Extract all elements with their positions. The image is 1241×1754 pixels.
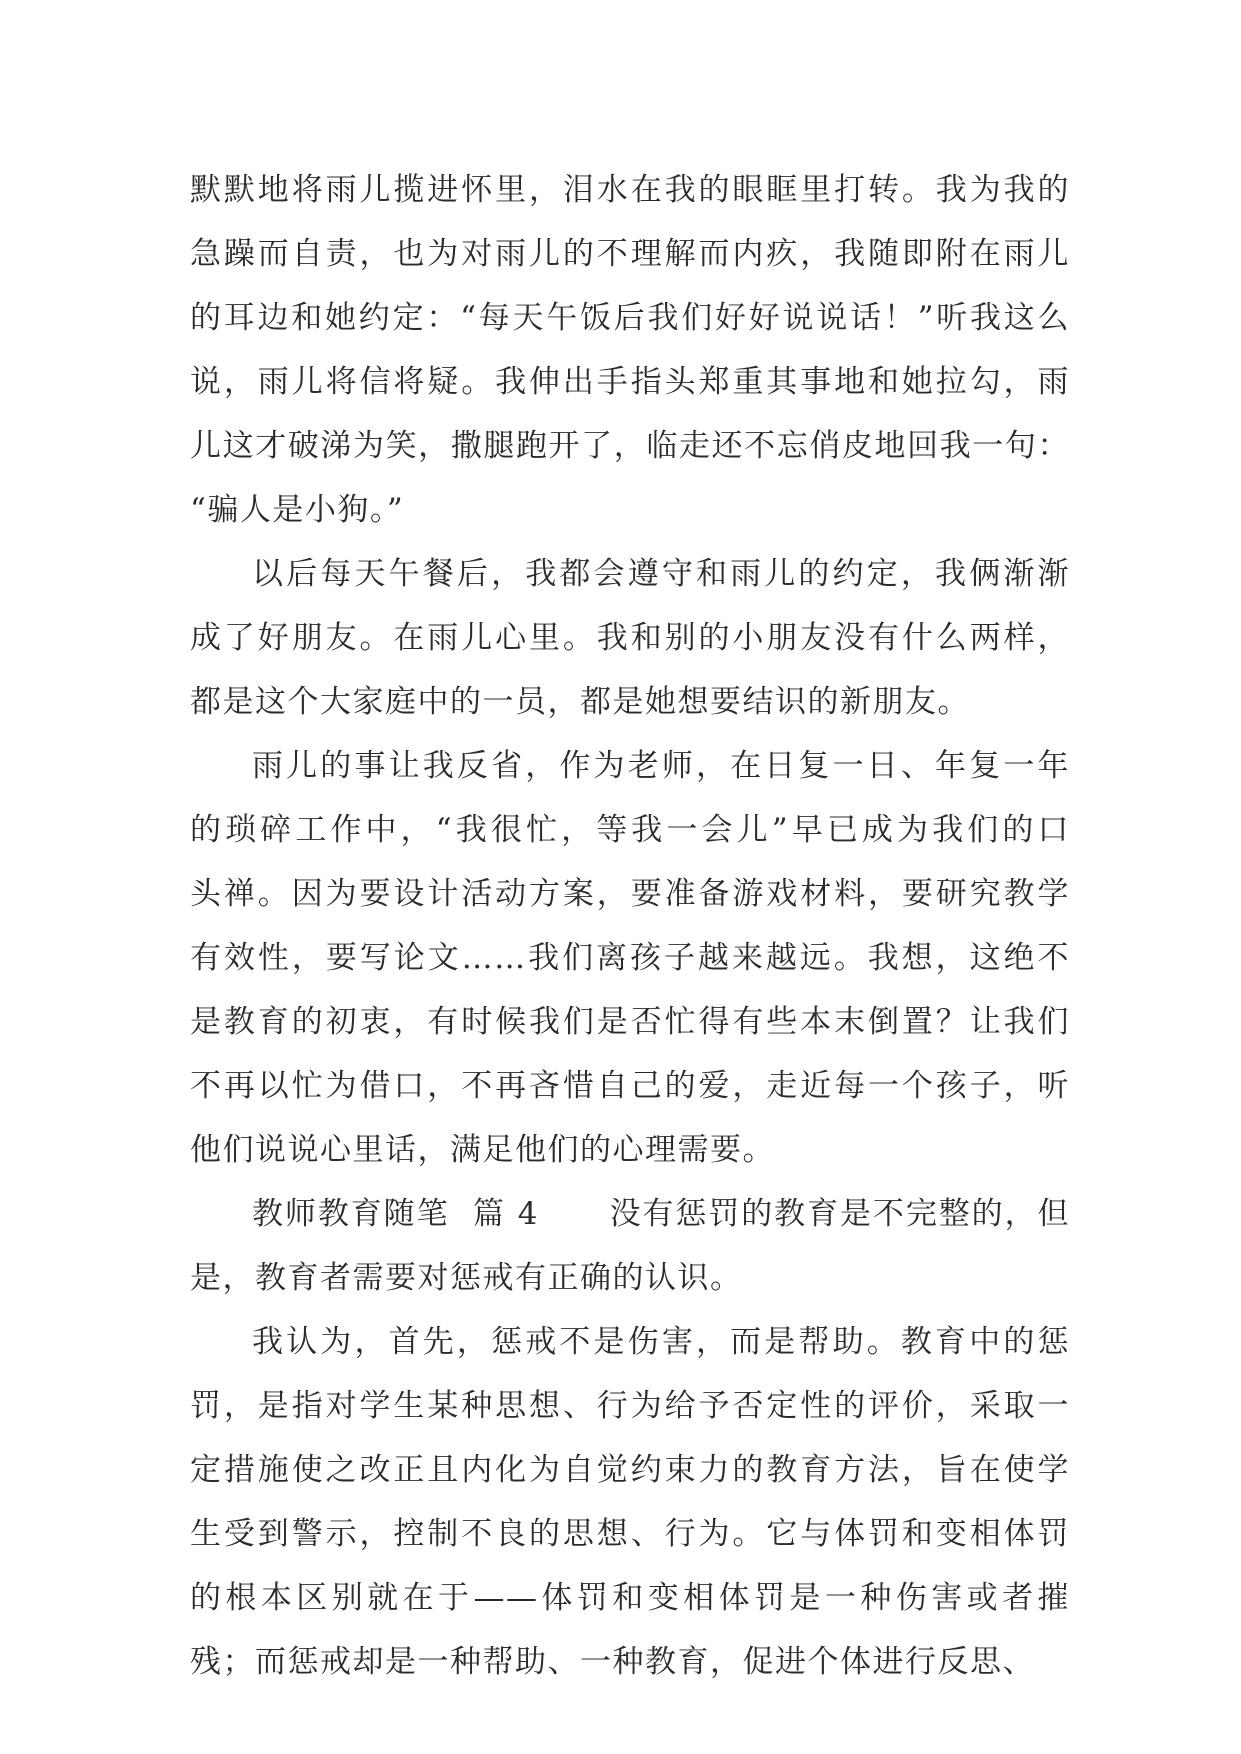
text-line: 的琐碎工作中，“我很忙，等我一会儿”早已成为我们的口 [190,812,1070,848]
text-line: “骗人是小狗。” [190,492,405,528]
document-body [190,158,1070,1694]
text-line: 头禅。因为要设计活动方案，要准备游戏材料，要研究教学 [190,876,1070,912]
text-line: 默默地将雨儿揽进怀里，泪水在我的眼眶里打转。我为我的 [190,172,1070,208]
paragraph [190,158,1070,542]
text-line: 都是这个大家庭中的一员，都是她想要结识的新朋友。 [190,684,970,720]
text-line: 急躁而自责，也为对雨儿的不理解而内疚，我随即附在雨儿 [190,236,1070,272]
text-line: 残；而惩戒却是一种帮助、一种教育，促进个体进行反思、 [190,1644,1035,1680]
text-line: 不再以忙为借口，不再吝惜自己的爱，走近每一个孩子，听 [190,1068,1070,1104]
text-line: 雨儿的事让我反省，作为老师，在日复一日、年复一年 [252,748,1070,784]
text-line: 是，教育者需要对惩戒有正确的认识。 [190,1260,743,1296]
text-line: 他们说说心里话，满足他们的心理需要。 [190,1132,775,1168]
text-line: 说，雨儿将信将疑。我伸出手指头郑重其事地和她拉勾，雨 [190,364,1070,400]
text-line: 有效性，要写论文……我们离孩子越来越远。我想，这绝不 [190,940,1070,976]
section-heading-paragraph [190,1182,1070,1310]
paragraph [190,542,1070,734]
paragraph [190,734,1070,1182]
text-line: 定措施使之改正且内化为自觉约束力的教育方法，旨在使学 [190,1452,1070,1488]
text-line: 我认为，首先，惩戒不是伤害，而是帮助。教育中的惩 [252,1324,1070,1360]
text-line: 是教育的初衷，有时候我们是否忙得有些本末倒置？让我们 [190,1004,1070,1040]
text-line: 生受到警示，控制不良的思想、行为。它与体罚和变相体罚 [190,1516,1070,1552]
text-line: 的根本区别就在于——体罚和变相体罚是一种伤害或者摧 [190,1580,1070,1616]
text-line: 儿这才破涕为笑，撒腿跑开了，临走还不忘俏皮地回我一句： [190,428,1070,464]
paragraph [190,1310,1070,1694]
text-line: 教师教育随笔 篇 4 没有惩罚的教育是不完整的，但 [252,1196,1070,1232]
text-line: 以后每天午餐后，我都会遵守和雨儿的约定，我俩渐渐 [252,556,1070,592]
text-line: 罚，是指对学生某种思想、行为给予否定性的评价，采取一 [190,1388,1070,1424]
text-line: 成了好朋友。在雨儿心里。我和别的小朋友没有什么两样， [190,620,1070,656]
text-line: 的耳边和她约定：“每天午饭后我们好好说说话！”听我这么 [190,300,1070,336]
